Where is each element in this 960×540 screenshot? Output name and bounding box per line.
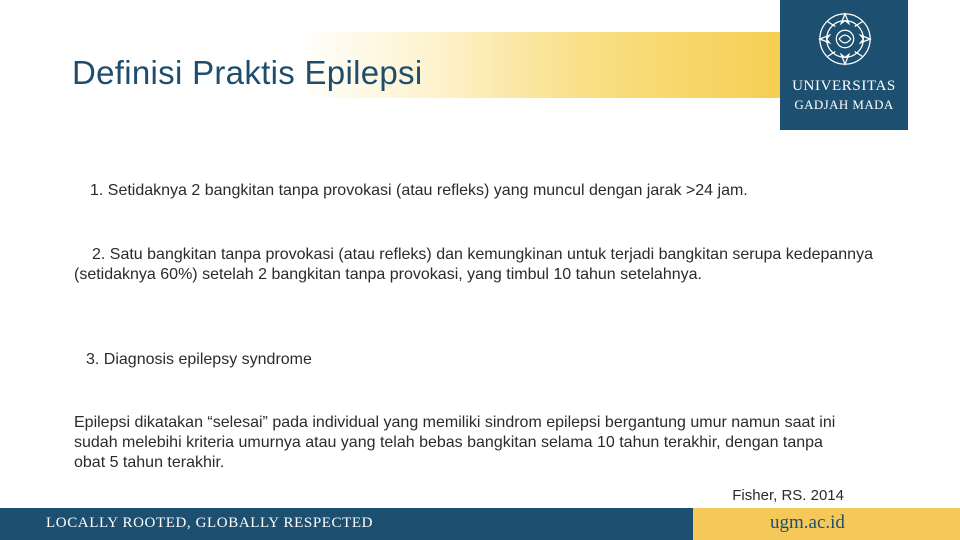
footer-tagline: LOCALLY ROOTED, GLOBALLY RESPECTED [46, 515, 374, 531]
slide-title: Definisi Praktis Epilepsi [72, 54, 423, 91]
ugm-emblem-icon [816, 10, 874, 68]
logo-university-label: UNIVERSITAS [792, 78, 896, 94]
resolved-epilepsy-paragraph: Epilepsi dikatakan “selesai” pada individual yang memiliki sindrom epilepsi bergantung umur namun saat ini sudah melebihi kriteria umurnya atau yang telah bebas bangkitan selama 10 tahun terakhir, dengan tanpa obat 5 tahun terakhir. [74, 414, 836, 471]
university-logo [780, 0, 908, 130]
definition-item-1: 1. Setidaknya 2 bangkitan tanpa provokasi (atau refleks) yang muncul dengan jarak >24 jam. [90, 182, 748, 199]
definition-item-3: 3. Diagnosis epilepsy syndrome [86, 351, 312, 368]
logo-name-label: GADJAH MADA [794, 97, 894, 112]
citation: Fisher, RS. 2014 [732, 487, 844, 504]
footer-website: ugm.ac.id [770, 512, 845, 533]
definition-item-2: 2. Satu bangkitan tanpa provokasi (atau refleks) dan kemungkinan untuk terjadi bangkitan serupa kedepannya (setidaknya 60%) setelah 2 bangkitan tanpa provokasi, yang timbul 10 tahun setelahnya. [74, 246, 873, 283]
